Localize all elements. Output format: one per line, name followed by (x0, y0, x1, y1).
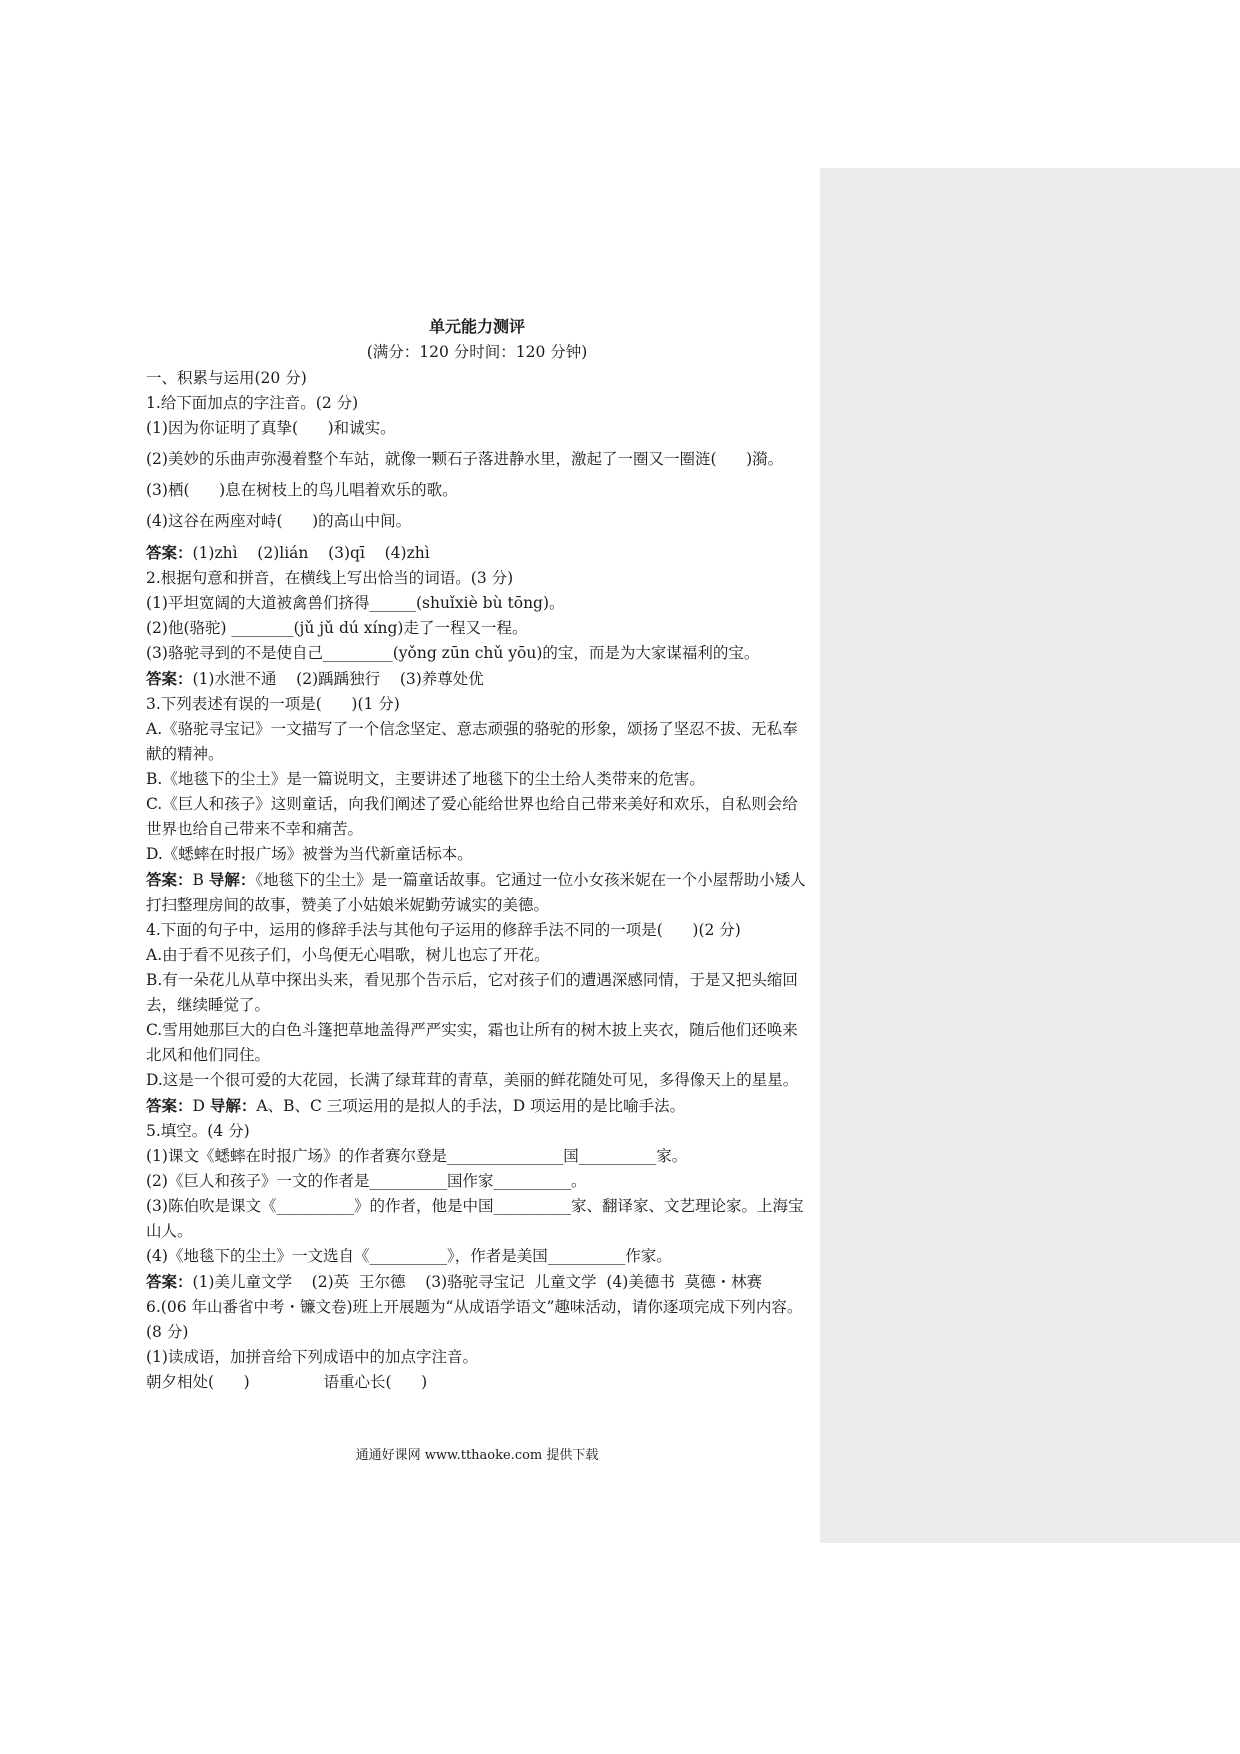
explanation-text: 《地毯下的尘土》是一篇童话故事。它通过一位小女孩米妮在一个小屋帮助小矮人打扫整理房间的故事，赞美了小姑娘米妮勤劳诚实的美德。 (146, 871, 806, 914)
page-footer: 通通好课网 www.tthaoke.com 提供下载 (355, 1448, 599, 1463)
line-text: (1)美儿童文学 (2)英 王尔德 (3)骆驼寻宝记 儿童文学 (4)美德书 莫德・林赛 (192, 1273, 763, 1291)
explanation-label: 导解： (208, 870, 256, 889)
text-line (146, 1370, 808, 1395)
line-text: 6.(06 年山番省中考・镰文卷)班上开展题为“从成语学语文”趣味活动，请你逐项完成下列内容。(8 分) (146, 1298, 803, 1341)
line-text: (2)他(骆驼) ________(jǔ jǔ dú xíng)走了一程又一程。 (146, 619, 528, 637)
line-text: (3)陈伯吹是课文《__________》的作者，他是中国__________家、翻译家、文艺理论家。上海宝山人。 (146, 1197, 804, 1240)
explanation-label: 导解： (209, 1096, 257, 1115)
answer-line (146, 1269, 808, 1295)
text-line (146, 1144, 808, 1169)
line-text: A.由于看不见孩子们，小鸟便无心唱歌，树儿也忘了开花。 (146, 946, 550, 964)
answer-label: 答案： (146, 1096, 193, 1115)
text-line (146, 1169, 808, 1194)
line-text: C.《巨人和孩子》这则童话，向我们阐述了爱心能给世界也给自己带来美好和欢乐，自私则会给世界也给自己带来不幸和痛苦。 (146, 795, 798, 838)
explanation-text: A、B、C 三项运用的是拟人的手法，D 项运用的是比喻手法。 (256, 1097, 686, 1115)
line-text: 朝夕相处( ) 语重心长( ) (146, 1373, 428, 1391)
text-line (146, 1244, 808, 1269)
text-line (146, 416, 808, 441)
answer-line (146, 666, 808, 692)
line-text: 1.给下面加点的字注音。(2 分) (146, 394, 359, 412)
document-subtitle: (满分：120 分时间：120 分钟) (366, 343, 588, 361)
line-text: B.有一朵花儿从草中探出头来，看见那个告示后，它对孩子们的遭遇深感同情，于是又把头缩回去，继续睡觉了。 (146, 971, 798, 1014)
line-text: (1)读成语，加拼音给下列成语中的加点字注音。 (146, 1348, 478, 1366)
line-text: (1)zhì (2)lián (3)qī (4)zhì (192, 544, 430, 562)
line-text: (1)课文《蟋蟀在时报广场》的作者赛尔登是_______________国__________家。 (146, 1147, 688, 1165)
text-line (146, 391, 808, 416)
text-line (146, 447, 808, 472)
line-text: A.《骆驼寻宝记》一文描写了一个信念坚定、意志顽强的骆驼的形象，颂扬了坚忍不拔、无私奉献的精神。 (146, 720, 798, 763)
answer-line (146, 867, 808, 918)
document-page (146, 314, 808, 1395)
comment-pane (820, 168, 1240, 1543)
line-text: D.《蟋蟀在时报广场》被誉为当代新童话标本。 (146, 845, 473, 863)
text-line (146, 509, 808, 534)
text-line (146, 616, 808, 641)
text-line (146, 1119, 808, 1144)
line-text: (3)骆驼寻到的不是使自己_________(yǒng zūn chǔ yōu)的宝，而是为大家谋福利的宝。 (146, 644, 760, 662)
line-text: (4)《地毯下的尘土》一文选自《__________》，作者是美国__________作家。 (146, 1247, 672, 1265)
text-line (146, 767, 808, 792)
line-text: C.雪用她那巨大的白色斗篷把草地盖得严严实实，霜也让所有的树木披上夹衣，随后他们还唤来北风和他们同住。 (146, 1021, 798, 1064)
line-text: B.《地毯下的尘土》是一篇说明文，主要讲述了地毯下的尘土给人类带来的危害。 (146, 770, 705, 788)
answer-label: 答案： (146, 870, 193, 889)
line-text: (4)这谷在两座对峙( )的高山中间。 (146, 512, 412, 530)
line-text: B (192, 871, 209, 889)
text-line (146, 1068, 808, 1093)
line-text: 一、积累与运用(20 分) (146, 369, 307, 387)
line-text: (3)栖( )息在树枝上的鸟儿唱着欢乐的歌。 (146, 481, 458, 499)
line-text: (1)因为你证明了真挚( )和诚实。 (146, 419, 396, 437)
text-line (146, 591, 808, 616)
text-line (146, 366, 808, 391)
document-body (146, 366, 808, 1395)
line-text: D.这是一个很可爱的大花园，长满了绿茸茸的青草，美丽的鲜花随处可见，多得像天上的星星。 (146, 1071, 799, 1089)
line-text: 2.根据句意和拼音，在横线上写出恰当的词语。(3 分) (146, 569, 514, 587)
text-line (146, 1194, 808, 1244)
document-title: 单元能力测评 (428, 317, 525, 336)
line-text: D (192, 1097, 210, 1115)
text-line (146, 968, 808, 1018)
text-line (146, 918, 808, 943)
text-line (146, 692, 808, 717)
text-line (146, 478, 808, 503)
answer-label: 答案： (146, 1272, 193, 1291)
answer-line (146, 540, 808, 566)
text-line (146, 1295, 808, 1345)
answer-line (146, 1093, 808, 1119)
line-text: 4.下面的句子中，运用的修辞手法与其他句子运用的修辞手法不同的一项是( )(2 分) (146, 921, 741, 939)
answer-label: 答案： (146, 669, 193, 688)
text-line (146, 943, 808, 968)
line-text: (1)水泄不通 (2)踽踽独行 (3)养尊处优 (192, 670, 484, 688)
text-line (146, 792, 808, 842)
text-line (146, 1345, 808, 1370)
text-line (146, 842, 808, 867)
line-text: 3.下列表述有误的一项是( )(1 分) (146, 695, 400, 713)
line-text: 5.填空。(4 分) (146, 1122, 250, 1140)
text-line (146, 717, 808, 767)
line-text: (2)《巨人和孩子》一文的作者是__________国作家__________。 (146, 1172, 587, 1190)
text-line (146, 566, 808, 591)
line-text: (2)美妙的乐曲声弥漫着整个车站，就像一颗石子落进静水里，激起了一圈又一圈涟( )漪。 (146, 450, 784, 468)
line-text: (1)平坦宽阔的大道被禽兽们挤得______(shuǐxiè bù tōng)。 (146, 594, 565, 612)
text-line (146, 1018, 808, 1068)
answer-label: 答案： (146, 543, 193, 562)
text-line (146, 641, 808, 666)
